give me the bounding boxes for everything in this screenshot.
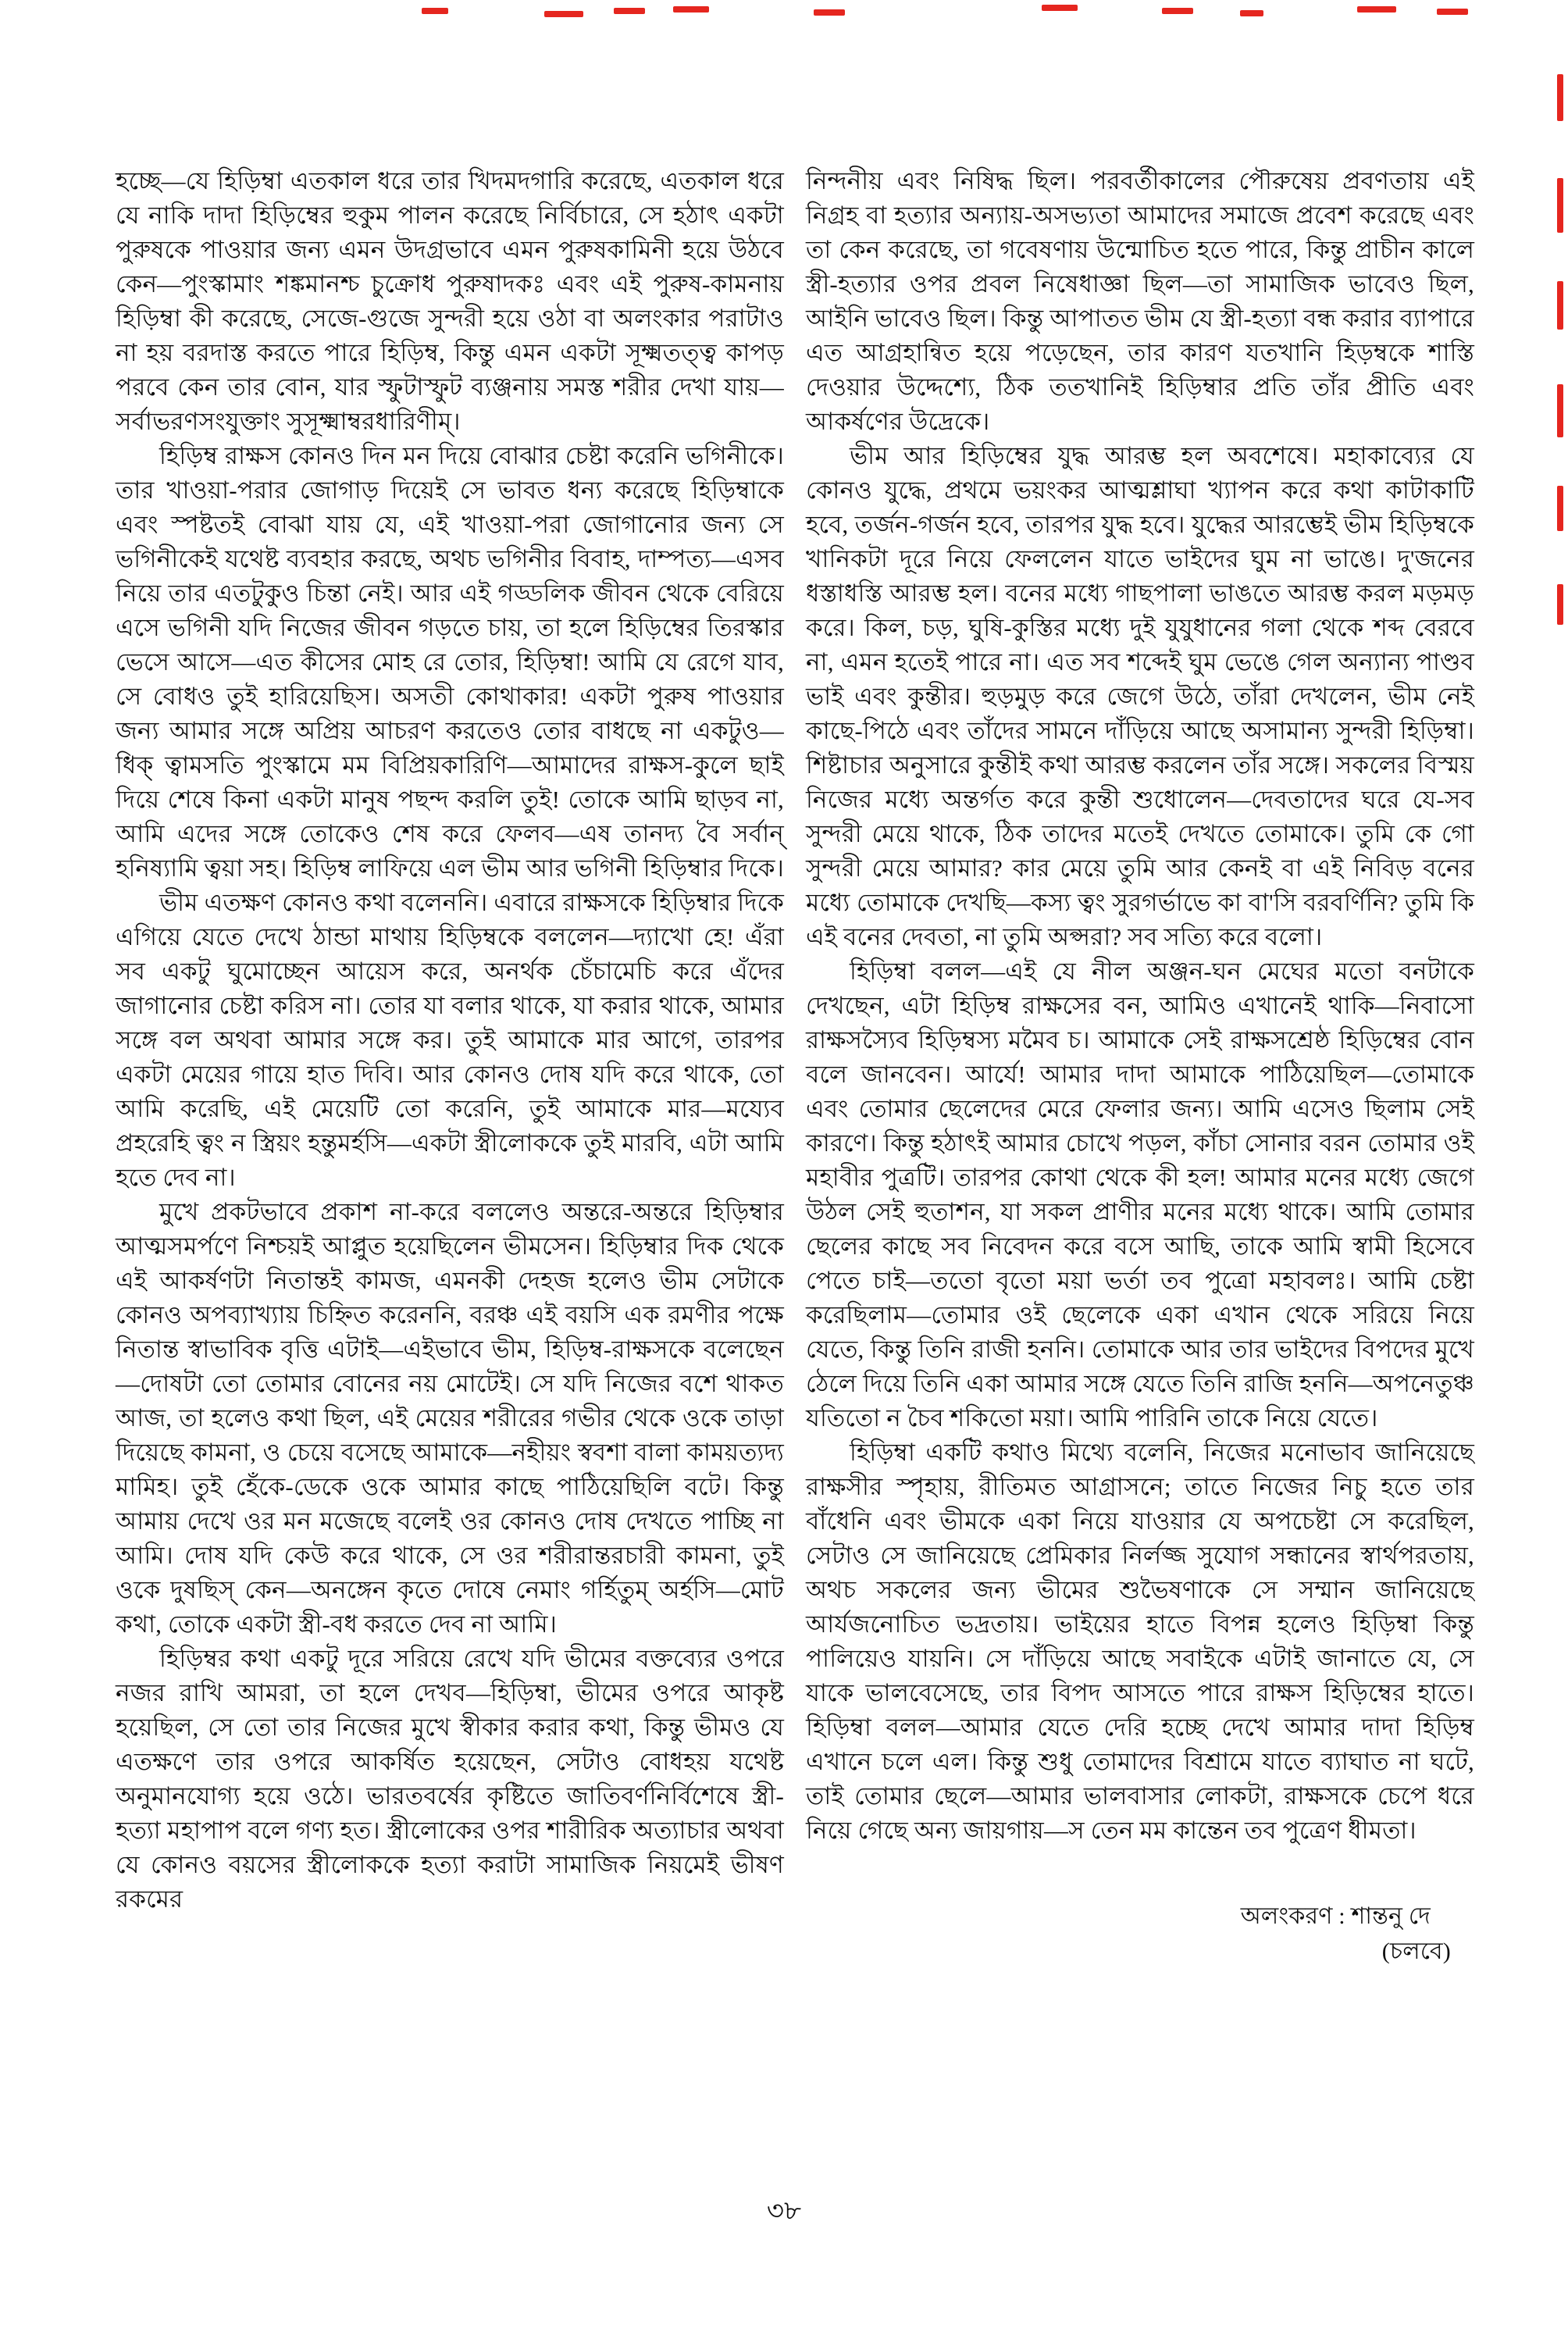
paragraph: হচ্ছে—যে হিড়িম্বা এতকাল ধরে তার খিদমদগারি করেছে, এতকাল ধরে যে নাকি দাদা হিড়িম্বের হুকুম পালন করেছে নির্বিচারে, সে হঠাৎ একটা পুরুষকে পাওয়ার জন্য এমন উদগ্রভাবে এমন পুরুষকামিনী হয়ে উঠবে কেন—পুংস্কামাং শঙ্কমানশ্চ চুক্রোধ পুরুষাদকঃ এবং এই পুরুষ-কামনায় হিড়িম্বা কী করেছে, সেজে-গুজে সুন্দরী হয়ে ওঠা বা অলংকার পরাটাও না হয় বরদাস্ত করতে পারে হিড়িম্ব, কিন্তু এমন একটা সূক্ষ্মতত্ত্ব কাপড় পরবে কেন তার বোন, যার স্ফুটাস্ফুট ব্যঞ্জনায় সমস্ত শরীর দেখা যায়—সর্বাভরণসংযুক্তাং সুসূক্ষ্মাম্বরধারিণীম্। (116, 167, 784, 435)
proof-mark (614, 8, 645, 14)
proof-mark (1042, 5, 1078, 11)
proof-mark (1357, 6, 1396, 12)
proof-mark (544, 11, 583, 17)
paragraph: নিন্দনীয় এবং নিষিদ্ধ ছিল। পরবর্তীকালের পৌরুষেয় প্রবণতায় এই নিগ্রহ বা হত্যার অন্যায়-অসভ্যতা আমাদের সমাজে প্রবেশ করেছে এবং তা কেন করেছে, তা গবেষণায় উন্মোচিত হতে পারে, কিন্তু প্রাচীন কালে স্ত্রী-হত্যার ওপর প্রবল নিষেধাজ্ঞা ছিল—তা সামাজিক ভাবেও ছিল, আইনি ভাবেও ছিল। কিন্তু আপাতত ভীম যে স্ত্রী-হত্যা বন্ধ করার ব্যাপারে এত আগ্রহান্বিত হয়ে পড়েছেন, তার কারণ যতখানি হিড়ম্বকে শাস্তি দেওয়ার উদ্দেশ্যে, ঠিক ততখানিই হিড়িম্বার প্রতি তাঁর প্রীতি এবং আকর্ষণের উদ্রেকে। (806, 167, 1474, 435)
proof-mark (1557, 384, 1563, 437)
proof-mark (1557, 178, 1563, 233)
paragraph: হিড়িম্ব রাক্ষস কোনও দিন মন দিয়ে বোঝার চেষ্টা করেনি ভগিনীকে। তার খাওয়া-পরার জোগাড় দিয়েই সে ভাবত ধন্য করেছে হিড়িম্বাকে এবং স্পষ্টতই বোঝা যায় যে, এই খাওয়া-পরা জোগানোর জন্য সে ভগিনীকেই যথেষ্ট ব্যবহার করছে, অথচ ভগিনীর বিবাহ, দাম্পত্য—এসব নিয়ে তার এতটুকুও চিন্তা নেই। আর এই গড্ডলিক জীবন থেকে বেরিয়ে এসে ভগিনী যদি নিজের জীবন গড়তে চায়, তা হলে হিড়িম্বের তিরস্কার ভেসে আসে—এত কীসের মোহ রে তোর, হিড়িম্বা! আমি যে রেগে যাব, সে বোধও তুই হারিয়েছিস। অসতী কোথাকার! একটা পুরুষ পাওয়ার জন্য আমার সঙ্গে অপ্রিয় আচরণ করতেও তোর বাধছে না একটুও—ধিক্ ত্বামসতি পুংস্কামে মম বিপ্রিয়কারিণি—আমাদের রাক্ষস-কুলে ছাই দিয়ে শেষে কিনা একটা মানুষ পছন্দ করলি তুই! তোকে আমি ছাড়ব না, আমি এদের সঙ্গে তোকেও শেষ করে ফেলব—এষ তানদ্য বৈ সর্বান্ হনিষ্যামি ত্বয়া সহ। হিড়িম্ব লাফিয়ে এল ভীম আর ভগিনী হিড়িম্বার দিকে। (116, 442, 784, 882)
paragraph: হিড়িম্বর কথা একটু দূরে সরিয়ে রেখে যদি ভীমের বক্তব্যের ওপরে নজর রাখি আমরা, তা হলে দেখব—হিড়িম্বা, ভীমের ওপরে আকৃষ্ট হয়েছিল, সে তো তার নিজের মুখে স্বীকার করার কথা, কিন্তু ভীমও যে এতক্ষণে তার ওপরে আকর্ষিত হয়েছেন, সেটাও বোধহয় যথেষ্ট অনুমানযোগ্য হয়ে ওঠে। ভারতবর্ষের কৃষ্টিতে জাতিবর্ণনির্বিশেষে স্ত্রী-হত্যা মহাপাপ বলে গণ্য হত। স্ত্রীলোকের ওপর শারীরিক অত্যাচার অথবা যে কোনও বয়সের স্ত্রীলোককে হত্যা করাটা সামাজিক নিয়মেই ভীষণ রকমের (116, 1645, 784, 1913)
proof-mark (1557, 486, 1563, 531)
proof-mark (1557, 281, 1563, 330)
proof-mark (1162, 8, 1193, 14)
text-columns (116, 164, 1474, 1970)
proof-mark (814, 9, 845, 16)
paragraph: ভীম এতক্ষণ কোনও কথা বলেননি। এবারে রাক্ষসকে হিড়িম্বার দিকে এগিয়ে যেতে দেখে ঠান্ডা মাথায় হিড়িম্বকে বললেন—দ্যাখো হে! এঁরা সব একটু ঘুমোচ্ছেন আয়েস করে, অনর্থক চেঁচামেচি করে এঁদের জাগানোর চেষ্টা করিস না। তোর যা বলার থাকে, যা করার থাকে, আমার সঙ্গে বল অথবা আমার সঙ্গে কর। তুই আমাকে মার আগে, তারপর একটা মেয়ের গায়ে হাত দিবি। আর কোনও দোষ যদি করে থাকে, তো আমি করেছি, এই মেয়েটি তো করেনি, তুই আমাকে মার—ময্যেব প্রহরেহি ত্বং ন স্ত্রিয়ং হন্তুমর্হসি—একটা স্ত্রীলোককে তুই মারবি, এটা আমি হতে দেব না। (116, 889, 784, 1191)
proof-mark (1557, 584, 1563, 625)
proof-mark (673, 6, 709, 12)
paragraph: মুখে প্রকটভাবে প্রকাশ না-করে বললেও অন্তরে-অন্তরে হিড়িম্বার আত্মসমর্পণে নিশ্চয়ই আপ্লুত হয়েছিলেন ভীমসেন। হিড়িম্বার দিক থেকে এই আকর্ষণটা নিতান্তই কামজ, এমনকী দেহজ হলেও ভীম সেটাকে কোনও অপব্যাখ্যায় চিহ্নিত করেননি, বরঞ্চ এই বয়সি এক রমণীর পক্ষে নিতান্ত স্বাভাবিক বৃত্তি এটাই—এইভাবে ভীম, হিড়িম্ব-রাক্ষসকে বলেছেন—দোষটা তো তোমার বোনের নয় মোটেই। সে যদি নিজের বশে থাকত আজ, তা হলেও কথা ছিল, এই মেয়ের শরীরের গভীর থেকে ওকে তাড়া দিয়েছে কামনা, ও চেয়ে বসেছে আমাকে—নহীয়ং স্ববশা বালা কাময়ত্যদ্য মামিহ। তুই হেঁকে-ডেকে ওকে আমার কাছে পাঠিয়েছিলি বটে। কিন্তু আমায় দেখে ওর মন মজেছে বলেই ওর কোনও দোষ দেখতে পাচ্ছি না আমি। দোষ যদি কেউ করে থাকে, সে ওর শরীরান্তরচারী কামনা, তুই ওকে দুষছিস্ কেন—অনঙ্গেন কৃতে দোষে নেমাং গর্হিতুম্ অর্হসি—মোট কথা, তোকে একটা স্ত্রী-বধ করতে দেব না আমি। (116, 1198, 784, 1638)
right-column (806, 164, 1474, 1970)
proof-mark (422, 8, 448, 14)
paragraph: ভীম আর হিড়িম্বের যুদ্ধ আরম্ভ হল অবশেষে। মহাকাব্যের যে কোনও যুদ্ধে, প্রথমে ভয়ংকর আত্মশ্লাঘা খ্যাপন করে কথা কাটাকাটি হবে, তর্জন-গর্জন হবে, তারপর যুদ্ধ হবে। যুদ্ধের আরম্ভেই ভীম হিড়িম্বকে খানিকটা দূরে নিয়ে ফেললেন যাতে ভাইদের ঘুম না ভাঙে। দু'জনের ধস্তাধস্তি আরম্ভ হল। বনের মধ্যে গাছপালা ভাঙতে আরম্ভ করল মড়মড় করে। কিল, চড়, ঘুষি-কুস্তির মধ্যে দুই যুযুধানের গলা থেকে শব্দ বেরবে না, এমন হতেই পারে না। এত সব শব্দেই ঘুম ভেঙে গেল অন্যান্য পাণ্ডব ভাই এবং কুন্তীর। হুড়মুড় করে জেগে উঠে, তাঁরা দেখলেন, ভীম নেই কাছে-পিঠে এবং তাঁদের সামনে দাঁড়িয়ে আছে অসামান্য সুন্দরী হিড়িম্বা। শিষ্টাচার অনুসারে কুন্তীই কথা আরম্ভ করলেন তাঁর সঙ্গে। সকলের বিস্ময় নিজের মধ্যে অন্তর্গত করে কুন্তী শুধোলেন—দেবতাদের ঘরে যে-সব সুন্দরী মেয়ে থাকে, ঠিক তাদের মতেই দেখতে তোমাকে। তুমি কে গো সুন্দরী মেয়ে আমার? কার মেয়ে তুমি আর কেনই বা এই নিবিড় বনের মধ্যে তোমাকে দেখছি—কস্য ত্বং সুরগর্ভাভে কা বা'সি বরবর্ণিনি? তুমি কি এই বনের দেবতা, না তুমি অপ্সরা? সব সত্যি করে বলো। (806, 442, 1474, 950)
paragraph: হিড়িম্বা একটি কথাও মিথ্যে বলেনি, নিজের মনোভাব জানিয়েছে রাক্ষসীর স্পৃহায়, রীতিমত আগ্রাসনে; তাতে নিজের নিচু হতে তার বাঁধেনি এবং ভীমকে একা নিয়ে যাওয়ার যে অপচেষ্টা সে করেছিল, সেটাও সে জানিয়েছে প্রেমিকার নির্লজ্জ সুযোগ সন্ধানের স্বার্থপরতায়, অথচ সকলের জন্য ভীমের শুভৈষণাকে সে সম্মান জানিয়েছে আর্যজনোচিত ভদ্রতায়। ভাইয়ের হাতে বিপন্ন হলেও হিড়িম্বা কিন্তু পালিয়েও যায়নি। সে দাঁড়িয়ে আছে সবাইকে এটাই জানাতে যে, সে যাকে ভালবেসেছে, তার বিপদ আসতে পারে রাক্ষস হিড়িম্বের হাতে। হিড়িম্বা বলল—আমার যেতে দেরি হচ্ছে দেখে আমার দাদা হিড়িম্ব এখানে চলে এল। কিন্তু শুধু তোমাদের বিশ্রামে যাতে ব্যাঘাত না ঘটে, তাই তোমার ছেলে—আমার ভালবাসার লোকটা, রাক্ষসকে চেপে ধরে নিয়ে গেছে অন্য জায়গায়—স তেন মম কান্তেন তব পুত্রেণ ধীমতা। (806, 1439, 1474, 1844)
proof-mark (1557, 74, 1563, 121)
proof-mark (1240, 10, 1263, 16)
left-column (116, 164, 784, 1970)
page-number: ৩৮ (766, 2197, 802, 2226)
to-be-continued-label: (চলবে) (1381, 1938, 1451, 1964)
illustration-credit: অলংকরণ : শান্তনু দে (1240, 1903, 1431, 1929)
proof-mark (1437, 9, 1468, 15)
paragraph: হিড়িম্বা বলল—এই যে নীল অঞ্জন-ঘন মেঘের মতো বনটাকে দেখছেন, এটা হিড়িম্ব রাক্ষসের বন, আমিও এখানেই থাকি—নিবাসো রাক্ষসস্যৈব হিড়িম্বস্য মমৈব চ। আমাকে সেই রাক্ষসশ্রেষ্ঠ হিড়িম্বের বোন বলে জানবেন। আর্যে! আমার দাদা আমাকে পাঠিয়েছিল—তোমাকে এবং তোমার ছেলেদের মেরে ফেলার জন্য। আমি এসেও ছিলাম সেই কারণে। কিন্তু হঠাৎই আমার চোখে পড়ল, কাঁচা সোনার বরন তোমার ওই মহাবীর পুত্রটি। তারপর কোথা থেকে কী হল! আমার মনের মধ্যে জেগে উঠল সেই হুতাশন, যা সকল প্রাণীর মনের মধ্যে থাকে। আমি তোমার ছেলের কাছে সব নিবেদন করে বসে আছি, তাকে আমি স্বামী হিসেবে পেতে চাই—ততো বৃতো ময়া ভর্তা তব পুত্রো মহাবলঃ। আমি চেষ্টা করেছিলাম—তোমার ওই ছেলেকে একা এখান থেকে সরিয়ে নিয়ে যেতে, কিন্তু তিনি রাজী হননি। তোমাকে আর তার ভাইদের বিপদের মুখে ঠেলে দিয়ে তিনি একা আমার সঙ্গে যেতে তিনি রাজি হননি—অপনেতুঞ্চ যতিতো ন চৈব শকিতো ময়া। আমি পারিনি তাকে নিয়ে যেতে। (806, 957, 1474, 1432)
